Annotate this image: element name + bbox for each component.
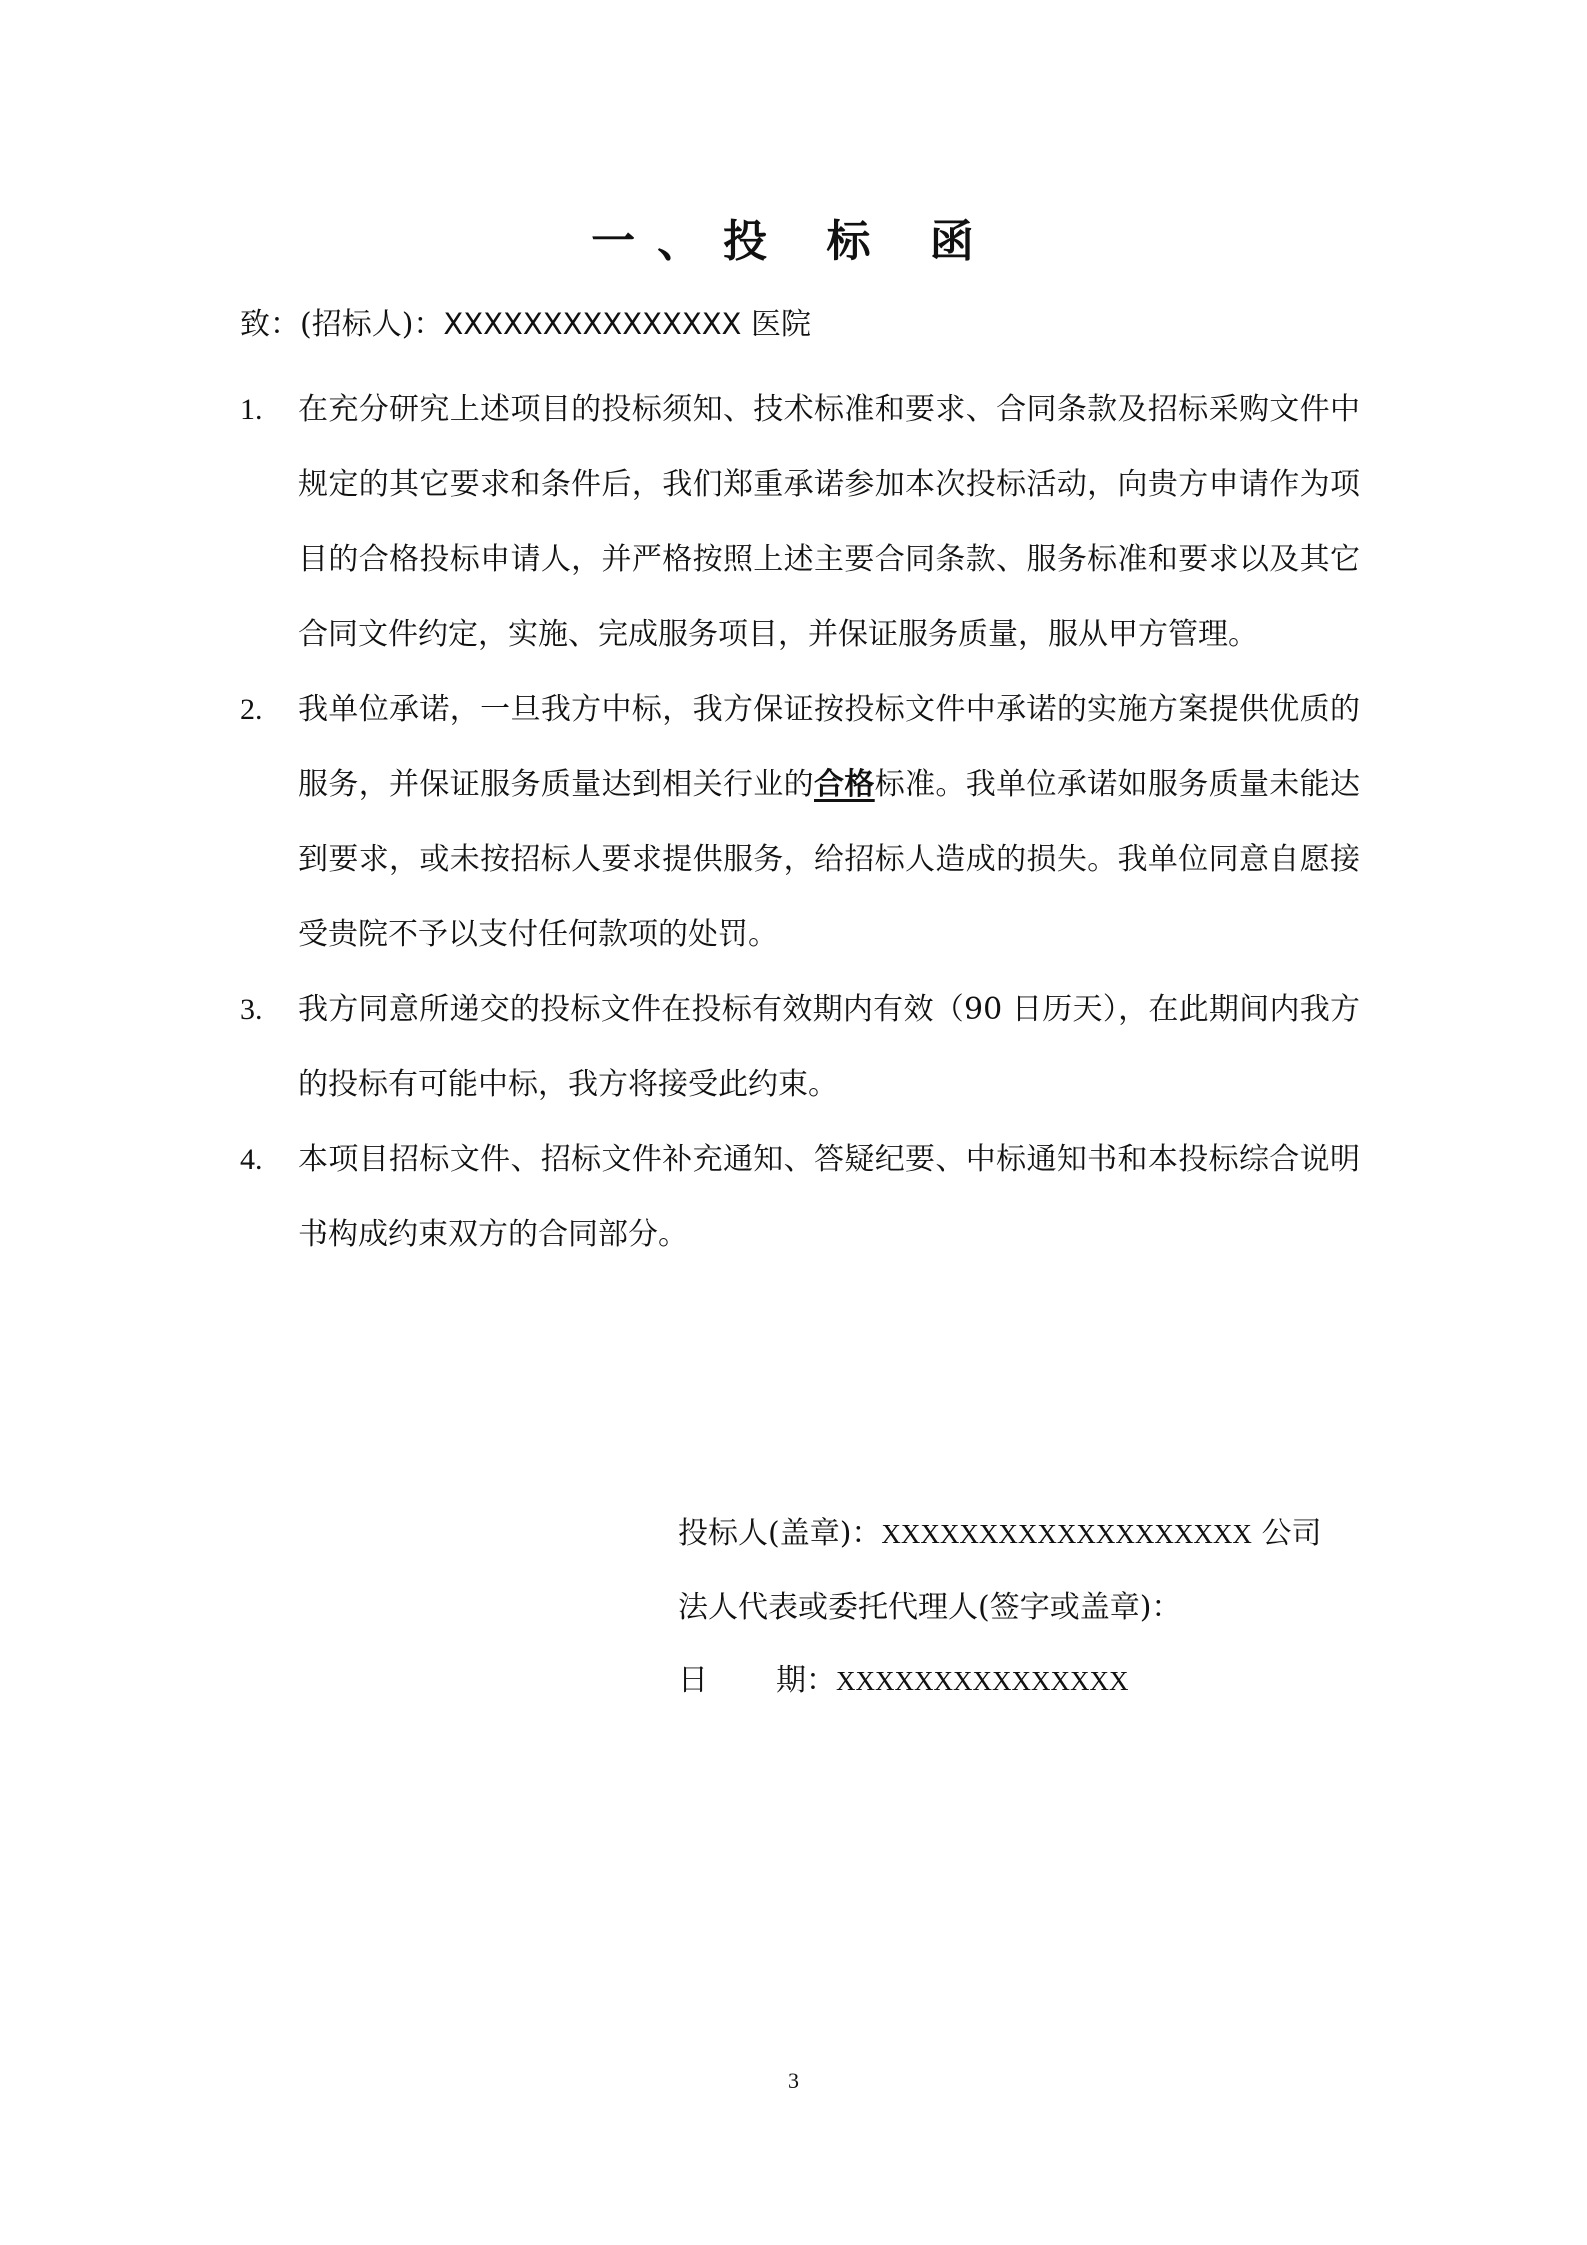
bidder-suffix: 公司 xyxy=(1251,1516,1322,1551)
emphasis-qualified: 合格 xyxy=(814,767,875,802)
date-value: XXXXXXXXXXXXXXX xyxy=(836,1666,1129,1696)
signature-block xyxy=(678,1497,1321,1718)
bidder-line xyxy=(678,1497,1321,1571)
date-label-first: 日 xyxy=(678,1663,708,1698)
bidder-label: 投标人(盖章)： xyxy=(678,1516,882,1551)
page-title: 一、投 标 函 xyxy=(591,216,996,267)
commitment-list xyxy=(240,372,1360,1272)
item-number: 1. xyxy=(240,393,263,426)
salutation-prefix: 致：(招标人)： xyxy=(240,307,444,342)
representative-line: 法人代表或委托代理人(签字或盖章)： xyxy=(678,1590,1182,1625)
item-text: 在充分研究上述项目的投标须知、技术标准和要求、合同条款及招标采购文件中规定的其它要求和条件后，我们郑重承诺参加本次投标活动，向贵方申请作为项目的合格投标申请人，并严格按照上述主要合同条款、服务标准和要求以及其它合同文件约定，实施、完成服务项目，并保证服务质量，服从甲方管理。 xyxy=(298,392,1360,652)
item-number: 3. xyxy=(240,993,263,1026)
list-item xyxy=(240,1122,1360,1272)
item-text-after: 标准。我单位承诺如服务质量未能达到要求，或未按招标人要求提供服务，给招标人造成的损失。我单位同意自愿接受贵院不予以支付任何款项的处罚。 xyxy=(298,767,1361,952)
list-item xyxy=(240,972,1360,1122)
recipient-code: XXXXXXXXXXXXXXX xyxy=(443,307,742,341)
item-number: 4. xyxy=(240,1143,263,1176)
bidder-code: XXXXXXXXXXXXXXXXXXX xyxy=(881,1519,1252,1549)
item-text: 我方同意所递交的投标文件在投标有效期内有效（90 日历天），在此期间内我方的投标有可能中标，我方将接受此约束。 xyxy=(298,992,1360,1102)
date-line xyxy=(678,1644,1321,1718)
salutation-line xyxy=(240,302,811,347)
page-number: 3 xyxy=(788,2068,799,2093)
list-item xyxy=(240,372,1360,672)
list-item xyxy=(240,672,1360,972)
item-number: 2. xyxy=(240,693,263,726)
item-text: 本项目招标文件、招标文件补充通知、答疑纪要、中标通知书和本投标综合说明书构成约束双方的合同部分。 xyxy=(298,1142,1360,1252)
item-text xyxy=(298,692,1360,952)
item-text-before: 我单位承诺，一旦我方中标，我方保证按投标文件中承诺的实施方案提供优质的服务，并保证服务质量达到相关行业的 xyxy=(298,692,1360,802)
date-label-second: 期： xyxy=(776,1663,836,1698)
recipient-suffix: 医院 xyxy=(741,307,811,342)
